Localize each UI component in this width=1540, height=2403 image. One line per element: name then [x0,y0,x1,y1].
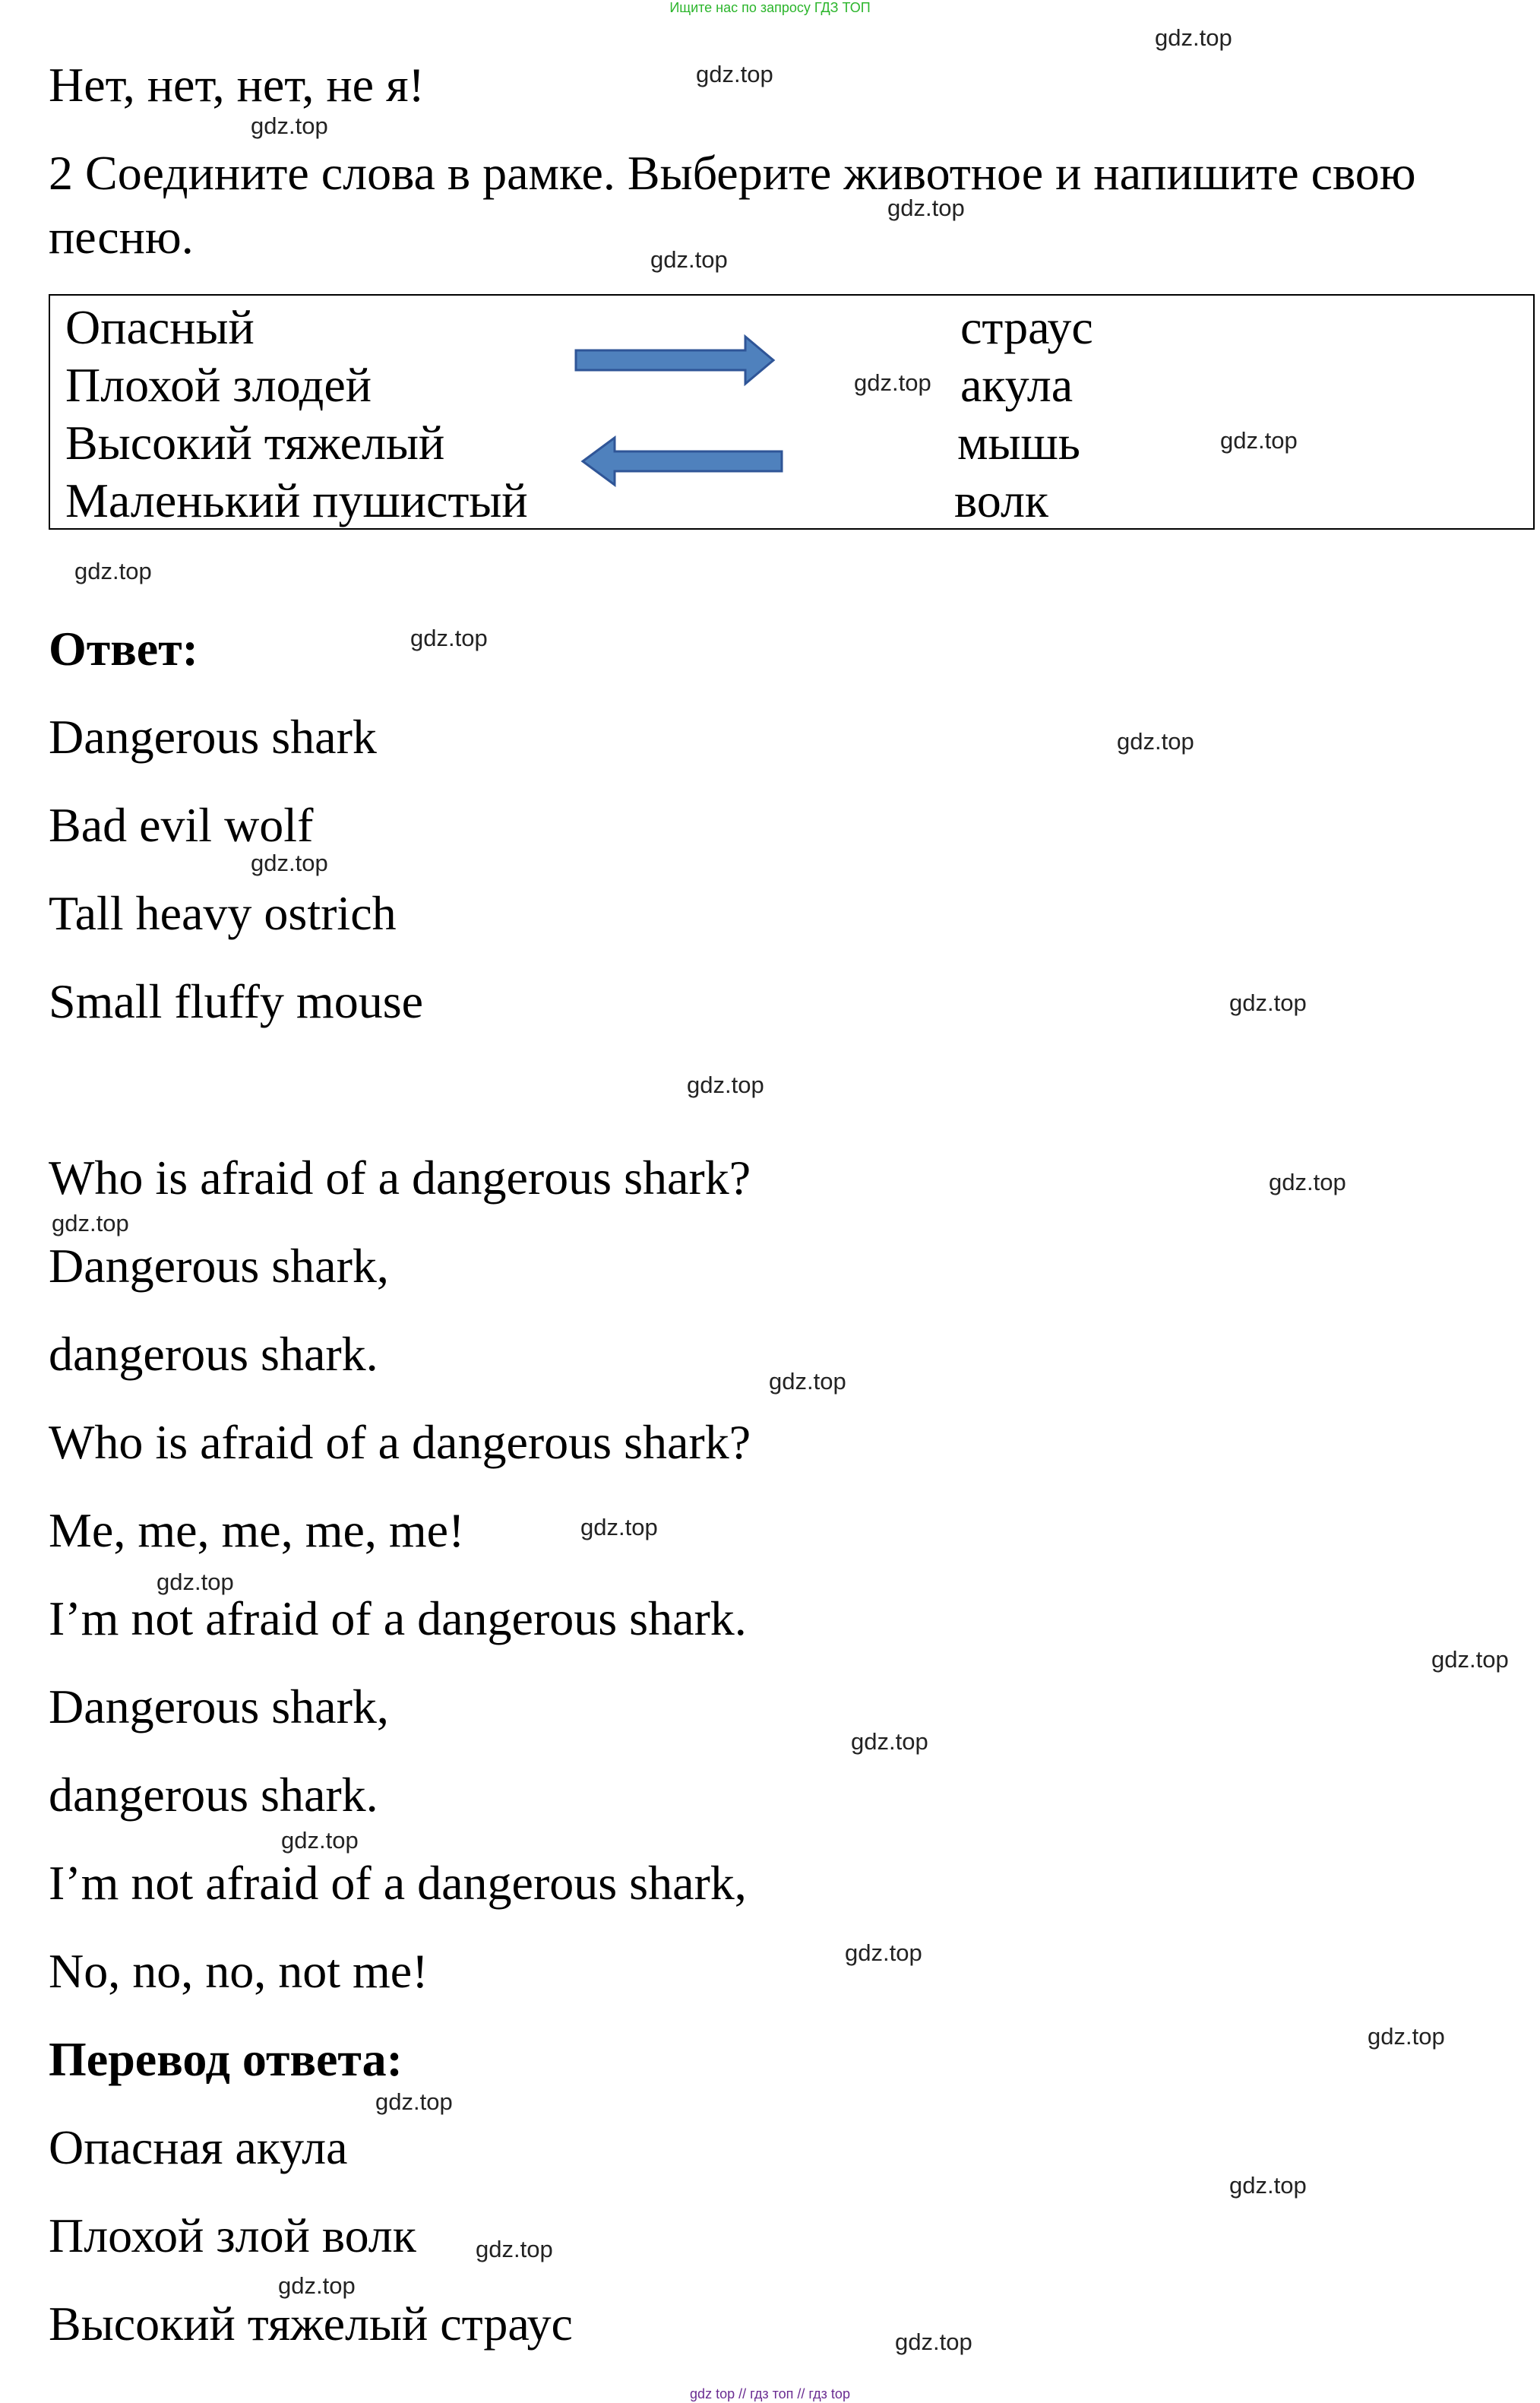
watermark: gdz.top [1229,989,1307,1016]
watermark: gdz.top [887,195,965,221]
song-line: No, no, no, not me! [49,1944,428,1998]
watermark: gdz.top [851,1728,928,1755]
watermark: gdz.top [278,2272,356,2299]
translation-item: Опасная акула [49,2120,348,2174]
word-box [49,294,1535,530]
watermark: gdz.top [1117,728,1194,755]
watermark: gdz.top [854,369,931,396]
animal-item: волк [954,473,1048,527]
song-line: I’m not afraid of a dangerous shark. [49,1591,747,1645]
watermark: gdz.top [1368,2023,1445,2050]
watermark: gdz.top [375,2088,453,2115]
intro-line: Нет, нет, нет, не я! [49,58,425,112]
task-line-2: песню. [49,210,194,264]
watermark: gdz.top [52,1210,129,1236]
answer-item: Small fluffy mouse [49,974,423,1028]
answer-item: Dangerous shark [49,710,377,764]
translation-item: Высокий тяжелый страус [49,2297,573,2351]
song-line: I’m not afraid of a dangerous shark, [49,1856,747,1910]
song-line: Dangerous shark, [49,1239,389,1293]
watermark: gdz.top [769,1368,846,1395]
translation-heading: Перевод ответа: [49,2032,403,2086]
watermark: gdz.top [251,112,328,139]
song-line: Who is afraid of a dangerous shark? [49,1151,751,1205]
watermark: gdz.top [1431,1646,1509,1673]
watermark: gdz.top [281,1827,359,1854]
watermark: gdz.top [650,246,728,273]
watermark: gdz.top [1155,24,1232,51]
watermark: gdz.top [251,850,328,876]
watermark: gdz.top [1269,1169,1346,1195]
animal-item: мышь [957,416,1080,470]
song-line: Dangerous shark, [49,1680,389,1733]
adjective-item: Высокий тяжелый [65,416,445,470]
song-line: dangerous shark. [49,1768,378,1822]
song-line: dangerous shark. [49,1327,378,1381]
watermark: gdz.top [1220,427,1298,454]
watermark: gdz.top [476,2236,553,2262]
answer-heading: Ответ: [49,622,198,676]
watermark: gdz.top [74,558,152,584]
arrow-right-icon [574,334,779,387]
footer-links: gdz top // гдз топ // гдз top [690,2386,850,2401]
answer-item: Bad evil wolf [49,798,314,852]
watermark: gdz.top [580,1514,658,1540]
answer-item: Tall heavy ostrich [49,886,397,940]
translation-item: Плохой злой волк [49,2208,416,2262]
animal-item: страус [960,300,1093,354]
header-note: Ищите нас по запросу ГДЗ ТОП [669,0,871,15]
song-line: Me, me, me, me, me! [49,1503,465,1557]
song-line: Who is afraid of a dangerous shark? [49,1415,751,1469]
adjective-item: Опасный [65,300,255,354]
adjective-item: Маленький пушистый [65,473,528,527]
arrow-left-icon [578,435,783,488]
watermark: gdz.top [895,2329,972,2355]
watermark: gdz.top [157,1569,234,1595]
adjective-item: Плохой злодей [65,358,372,412]
watermark: gdz.top [1229,2172,1307,2199]
watermark: gdz.top [845,1939,922,1966]
watermark: gdz.top [687,1072,764,1098]
watermark: gdz.top [410,625,488,651]
task-line-1: 2 Соедините слова в рамке. Выберите животное и напишите свою [49,146,1416,200]
watermark: gdz.top [696,61,773,87]
animal-item: акула [960,358,1074,412]
